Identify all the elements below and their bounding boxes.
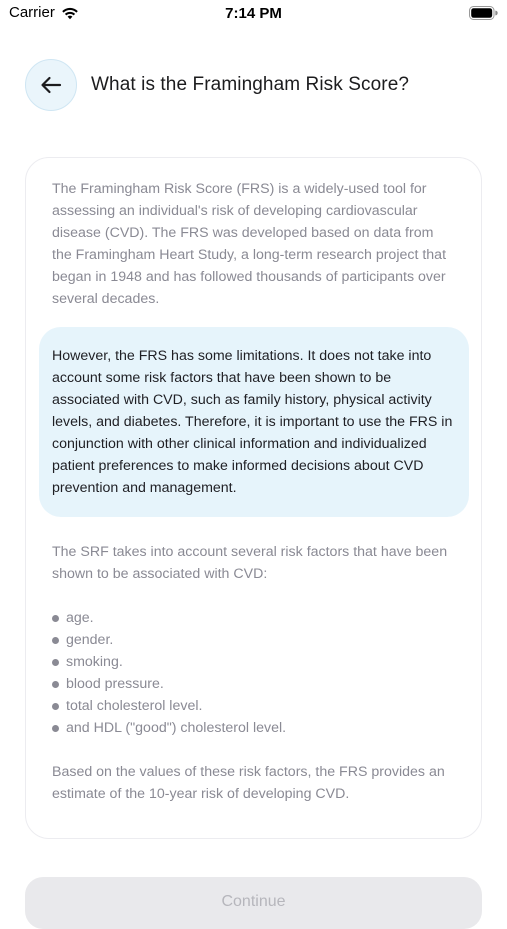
- list-item-label: total cholesterol level.: [66, 698, 203, 714]
- bullet-icon: [52, 615, 59, 622]
- continue-button[interactable]: [25, 877, 482, 929]
- bullet-icon: [52, 725, 59, 732]
- bullet-icon: [52, 637, 59, 644]
- risk-factors-list: [52, 607, 286, 739]
- list-item: [52, 607, 286, 629]
- list-item: [52, 673, 286, 695]
- status-time: 7:14 PM: [225, 5, 282, 22]
- bullet-icon: [52, 681, 59, 688]
- content-card: [25, 157, 482, 839]
- limitations-paragraph: However, the FRS has some limitations. It does not take into account some risk factors that have been shown to be associated with CVD, such as family history, physical activity levels, and diabetes. Therefore, it is important to use the FRS in conjunction with other clinical information and individualized patient preferences to make informed decisions about CVD prevention and management.: [52, 348, 453, 496]
- back-button[interactable]: [25, 59, 77, 111]
- continue-button-label: Continue: [221, 893, 286, 910]
- bullet-icon: [52, 703, 59, 710]
- highlight-box: [39, 327, 469, 517]
- list-item-label: smoking.: [66, 654, 123, 670]
- summary-paragraph: Based on the values of these risk factors, the FRS provides an estimate of the 10-year risk of developing CVD.: [52, 764, 445, 802]
- list-item-label: age.: [66, 610, 94, 626]
- list-item: [52, 629, 286, 651]
- bullet-icon: [52, 659, 59, 666]
- list-item-label: gender.: [66, 632, 114, 648]
- list-item: [52, 651, 286, 673]
- page-title: What is the Framingham Risk Score?: [91, 74, 410, 95]
- list-item-label: blood pressure.: [66, 676, 164, 692]
- risk-factors-intro: The SRF takes into account several risk factors that have been shown to be associated with CVD:: [52, 544, 448, 582]
- header: [25, 59, 409, 111]
- list-item: [52, 695, 286, 717]
- list-item: [52, 717, 286, 739]
- battery-full-icon: [469, 6, 498, 20]
- arrow-left-icon: [40, 76, 62, 94]
- carrier-label: Carrier: [9, 4, 55, 21]
- list-item-label: and HDL ("good") cholesterol level.: [66, 720, 287, 736]
- intro-paragraph: The Framingham Risk Score (FRS) is a widely-used tool for assessing an individual's risk of developing cardiovascular disease (CVD). The FRS was developed based on data from the Framingham Heart Study, a long-term research project that began in 1948 and has followed thousands of participants over several decades.: [52, 181, 447, 307]
- status-bar: [0, 0, 507, 30]
